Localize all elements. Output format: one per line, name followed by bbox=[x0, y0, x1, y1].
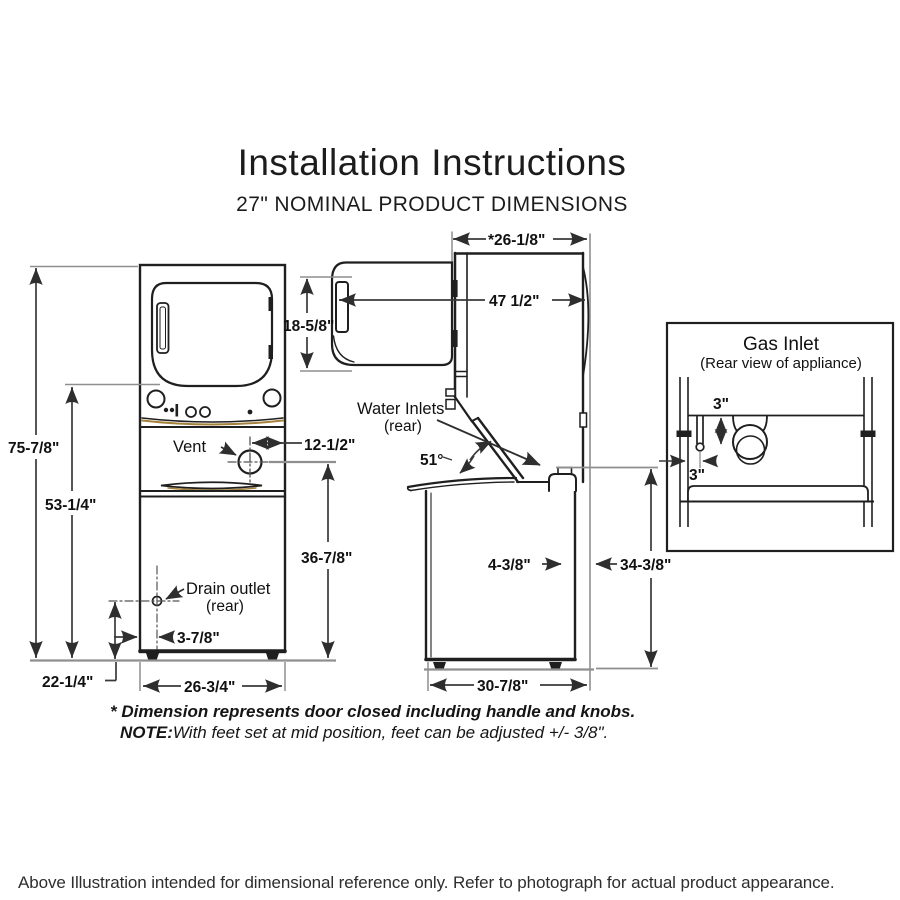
dryer-door bbox=[152, 283, 272, 386]
front-foot-left bbox=[146, 653, 159, 661]
footnote-feet bbox=[120, 723, 635, 742]
rail-clamp-right bbox=[861, 431, 876, 438]
front-bracket-1 bbox=[446, 389, 455, 396]
panel-bar bbox=[176, 404, 179, 417]
gas-inlet-title: Gas Inlet bbox=[742, 334, 820, 355]
dryer-door-open bbox=[332, 263, 452, 366]
drain-label: Drain outlet bbox=[186, 580, 271, 598]
open-door-handle bbox=[336, 282, 348, 332]
door-hinge-top bbox=[269, 297, 274, 311]
water-inlets-sublabel: (rear) bbox=[384, 418, 422, 435]
water-inlets-leader-arrow bbox=[437, 420, 540, 465]
dim-drain-height: 22-1/4" bbox=[42, 674, 94, 691]
washer-foot-front bbox=[433, 662, 446, 670]
front-view-figure bbox=[109, 265, 285, 661]
dim-front-width: 26-3/4" bbox=[184, 679, 236, 696]
gas-inlet-subtitle: (Rear view of appliance) bbox=[700, 355, 862, 372]
water-inlets-label: Water Inlets bbox=[357, 400, 445, 418]
note-text: With feet set at mid position, feet can be adjusted +/- 3/8". bbox=[172, 723, 609, 743]
control-knob-left bbox=[148, 391, 165, 408]
front-panel-ticks bbox=[455, 372, 467, 377]
dim-inlet-height: 34-3/8" bbox=[620, 557, 672, 574]
door-hinge-bottom bbox=[269, 345, 274, 359]
page-subtitle: 27" NOMINAL PRODUCT DIMENSIONS bbox=[236, 193, 628, 216]
dim-overall-height: 75-7/8" bbox=[8, 440, 60, 457]
gas-dim-horizontal: 3" bbox=[689, 467, 705, 484]
panel-button-2 bbox=[200, 407, 210, 417]
dim-inlet-offset: 4-3/8" bbox=[488, 557, 531, 574]
drain-sublabel: (rear) bbox=[206, 598, 244, 615]
side-hinge-bottom bbox=[453, 330, 458, 347]
dryer-door-handle bbox=[157, 303, 169, 353]
gas-pipe-end bbox=[696, 443, 704, 451]
page-title: Installation Instructions bbox=[237, 142, 627, 183]
panel-dot-2 bbox=[170, 408, 174, 412]
washer-lid-seam bbox=[161, 482, 262, 488]
footnote-dimension: * Dimension represents door closed including handle and knobs. bbox=[110, 702, 636, 721]
footer-disclaimer: Above Illustration intended for dimensional reference only. Refer to photograph for actual product appearance. bbox=[18, 873, 835, 892]
base-bracket bbox=[688, 486, 868, 501]
dim-open-door-depth: 47 1/2" bbox=[489, 293, 540, 310]
panel-dot-1 bbox=[164, 408, 168, 412]
washer-lid-edge bbox=[472, 418, 478, 421]
rail-clamp-left bbox=[677, 431, 692, 438]
panel-button-1 bbox=[186, 407, 196, 417]
back-bracket bbox=[580, 413, 587, 427]
side-hinge-top bbox=[453, 280, 458, 297]
footnotes bbox=[110, 702, 635, 743]
front-angled-edge bbox=[455, 397, 472, 422]
front-bracket-2 bbox=[446, 400, 455, 410]
dim-door-height: 18-5/8" bbox=[283, 318, 335, 335]
dim-drain-offset: 3-7/8" bbox=[177, 630, 220, 647]
dim-depth: *26-1/8" bbox=[488, 232, 546, 249]
front-foot-right bbox=[266, 653, 279, 661]
panel-dot-3 bbox=[248, 410, 253, 415]
dim-base-depth: 30-7/8" bbox=[477, 678, 529, 695]
vent-label: Vent bbox=[173, 438, 207, 456]
dim-vent-height: 36-7/8" bbox=[301, 550, 353, 567]
gas-dim-vertical: 3" bbox=[713, 396, 729, 413]
dim-vent-offset: 12-1/2" bbox=[304, 437, 356, 454]
inlet-console bbox=[549, 474, 576, 491]
dim-lid-angle: 51° bbox=[420, 452, 444, 469]
washer-foot-rear bbox=[549, 662, 562, 670]
control-knob-right bbox=[264, 390, 281, 407]
note-label: NOTE: bbox=[120, 723, 173, 743]
dim-washer-top-height: 53-1/4" bbox=[45, 497, 97, 514]
